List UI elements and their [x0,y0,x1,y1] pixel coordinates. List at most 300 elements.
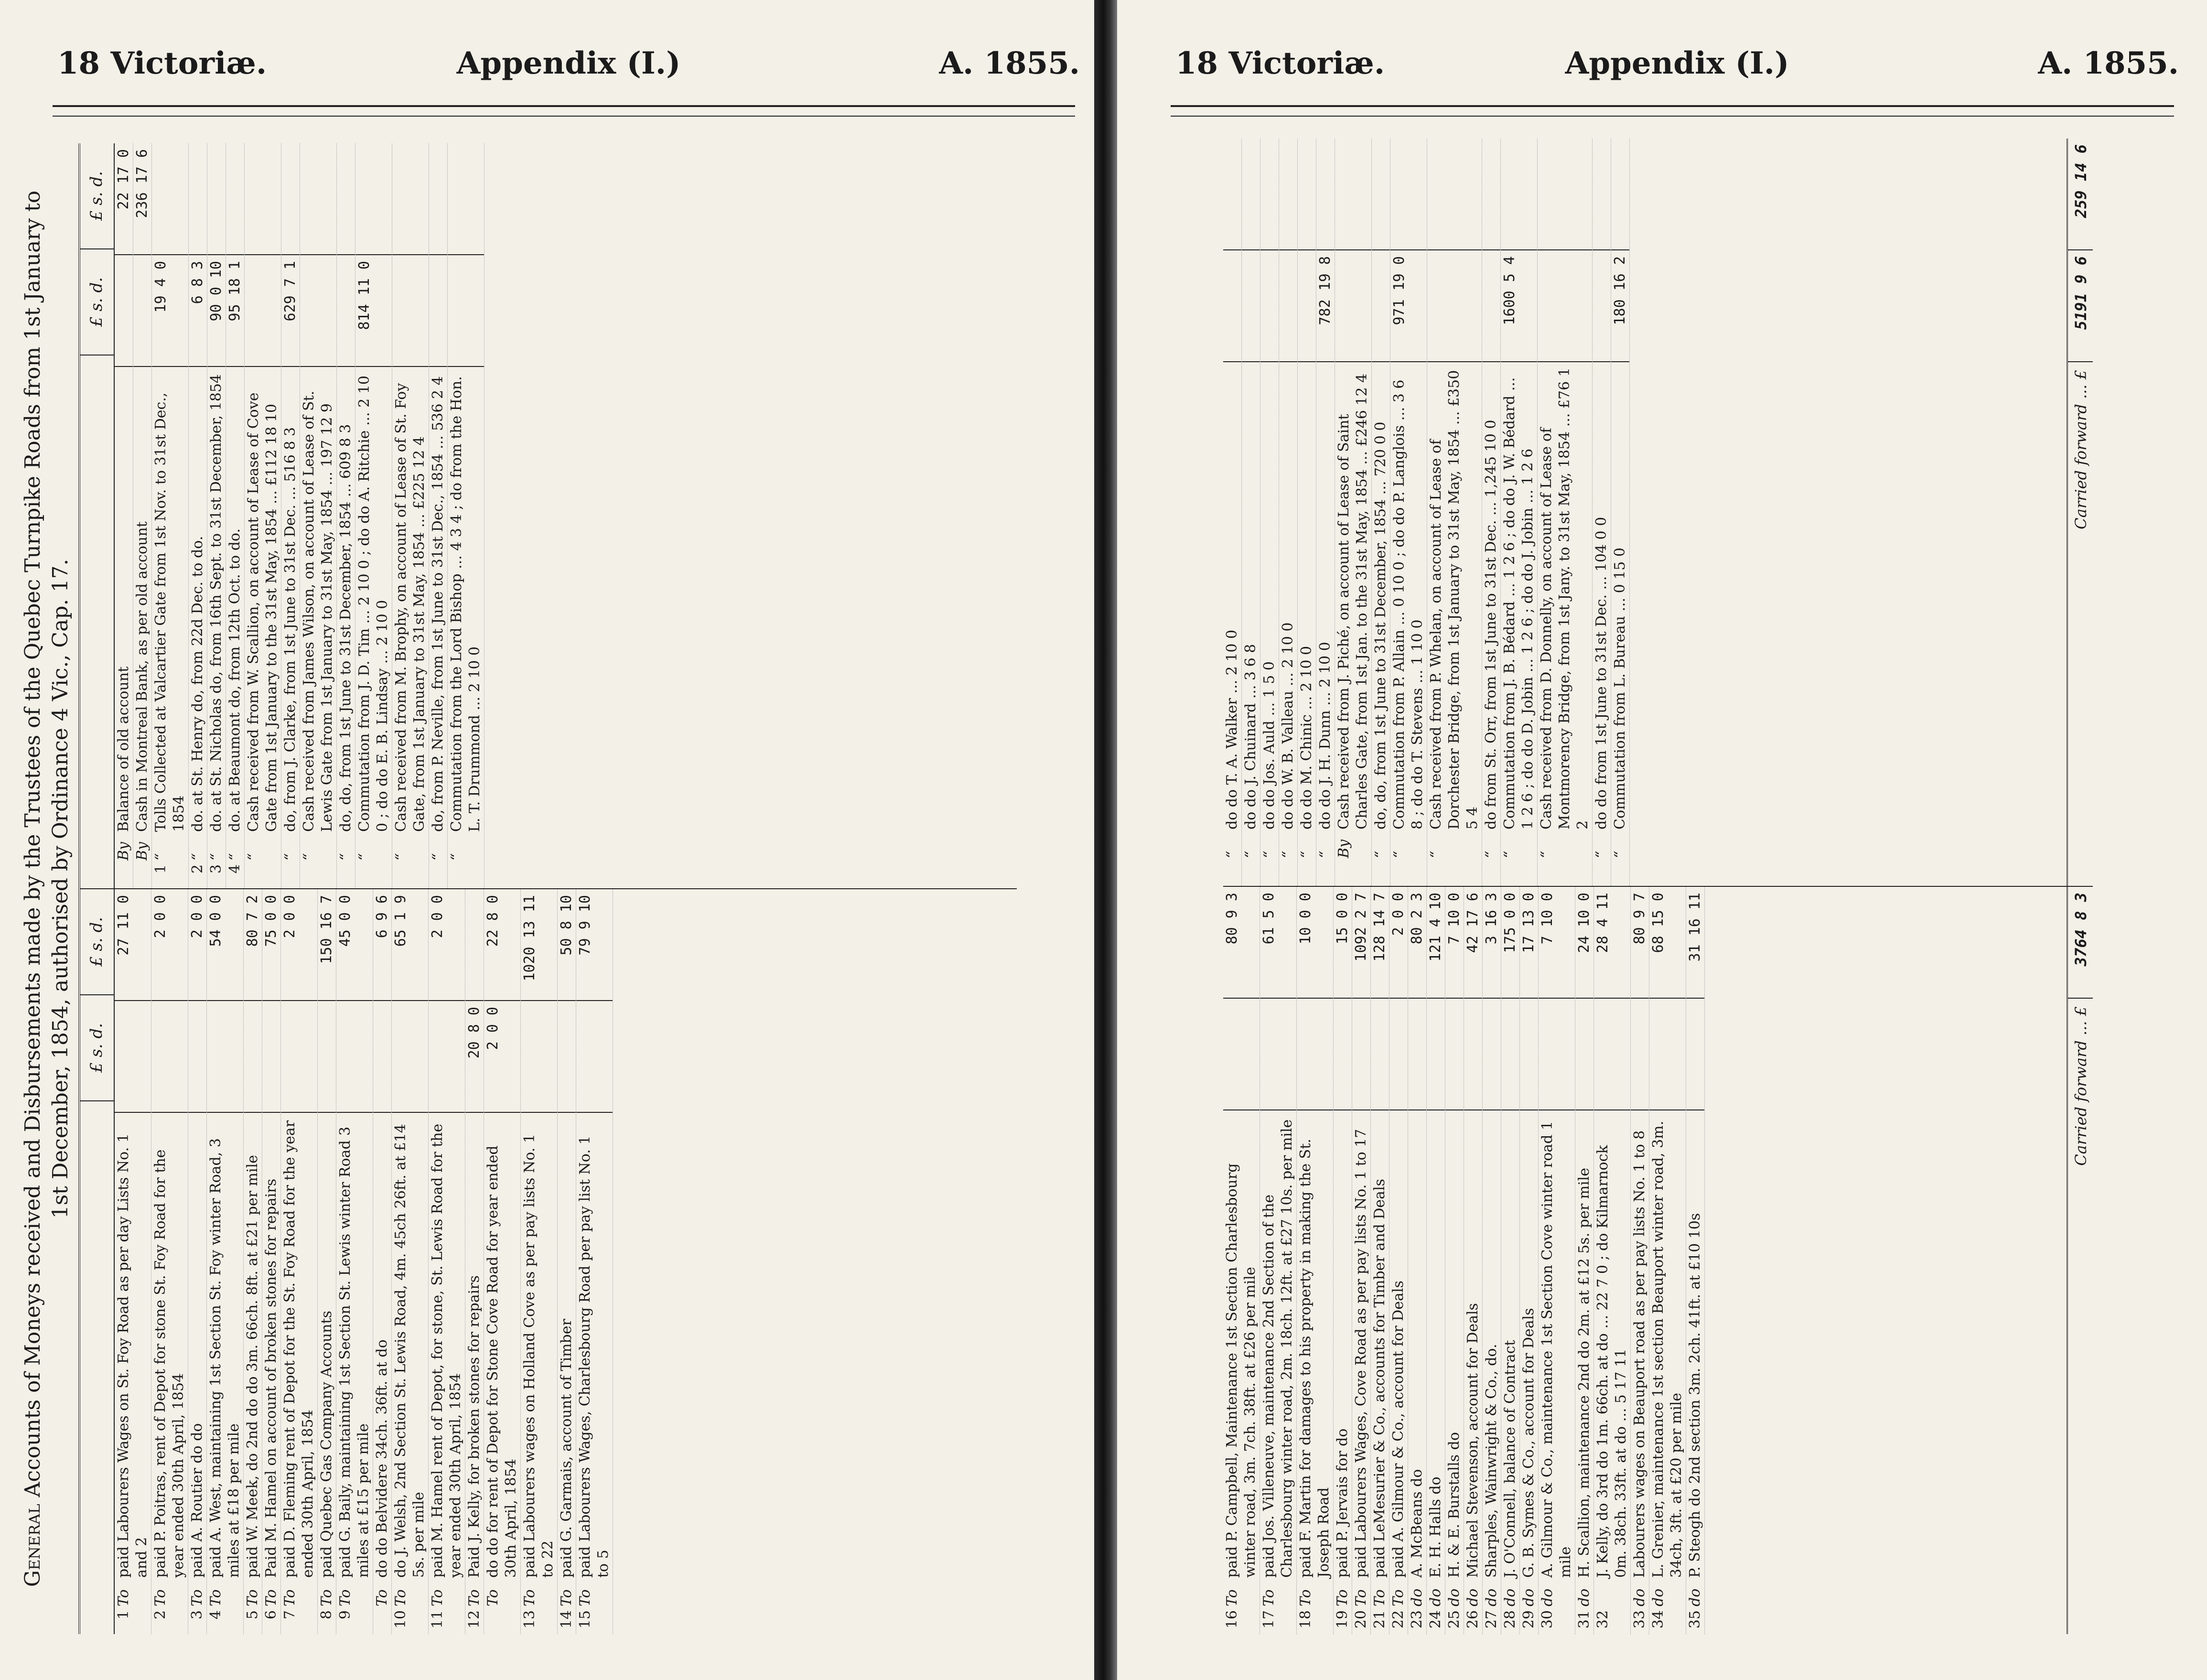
entry-prefix: To [1297,1589,1314,1606]
entry-amount-outer: 6 9 6 [373,889,391,1001]
entry-amount-outer [465,889,484,1001]
left-page [19,0,1089,1680]
entry-text: do, do, from 1st June to 31st December, 1854 ... 609 8 3 [337,424,354,832]
entry-text: do do from 1st June to 31st Dec. ... 104 0 0 [1593,517,1610,829]
entry-text: Commutation from P. Allain ... 0 10 0 ; do do P. Langlois ... 3 6 8 ; do do T. Stevens ... 1 10 0 [1391,379,1426,829]
entry-number [300,861,336,888]
ledger-entry [1538,139,1593,886]
entry-text: do, from J. Clarke, from 1st June to 31st Dec. ... 516 8 3 [282,427,299,832]
entry-amount-inner [1408,999,1426,1110]
entry-number: 1 [152,864,169,874]
entry-amount-inner: 6 8 3 [189,255,207,367]
entry-amount-inner [1482,250,1500,362]
entry-amount-outer: 42 17 6 [1464,887,1482,999]
ledger-entry [1501,887,1520,1634]
entry-text: paid P. Campbell, Maintenance 1st Section Charlesbourg winter road, 3m. 7ch. 38ft. at £26 per mile [1224,1163,1259,1578]
entry-text: Cash received from James Wilson, on account of Lease of St. Lewis Gate from 1st January to 31st May, 1854 ... 197 12 9 [301,390,335,832]
running-head-center: Appendix (I.) [1565,45,1789,81]
account-title-smallcaps: General [21,1504,45,1587]
entry-amount-inner: 180 16 2 [1611,250,1629,362]
entry-amount-outer: 75 0 0 [262,889,280,1001]
entry-prefix: To [189,1589,205,1606]
entry-text: J. O'Connell, balance of Contract [1502,1340,1518,1578]
entry-amount-inner [1520,999,1538,1110]
entry-amount-outer [1390,139,1427,250]
entry-number: 16 [1224,1610,1240,1629]
entry-prefix: To [577,1589,593,1606]
entry-prefix: “ [226,853,243,861]
entry-prefix: To [1334,1589,1351,1606]
entry-amount-inner [336,1001,373,1113]
entry-amount-inner [1483,999,1501,1110]
entry-prefix: To [374,1589,390,1606]
entry-number: 8 [318,1610,335,1620]
entry-prefix: do [1687,1588,1703,1606]
entry-prefix: “ [1391,851,1408,858]
entry-amount-inner [1649,999,1686,1110]
entry-amount-outer [1427,139,1482,250]
entry-amount-inner [1260,999,1296,1110]
entry-prefix: “ [1317,851,1334,858]
entry-text: do do J. Chuinard ... 3 6 8 [1242,644,1259,829]
carried-forward-amount-a: 5191 9 6 [2068,250,2093,362]
entry-number [392,861,429,888]
entry-number [1335,858,1371,886]
credit-column [1223,139,2093,886]
entry-amount-outer [1279,139,1297,250]
ledger-entry [189,143,207,888]
entry-number: 12 [466,1610,483,1629]
entry-amount-outer [355,143,392,255]
entry-prefix: To [484,1589,501,1606]
entry-number: 5 [244,1610,261,1620]
entry-number [484,1606,520,1634]
entry-prefix: To [1371,1589,1388,1606]
ledger-entry [1408,887,1427,1634]
ledger-entry [373,889,392,1634]
ledger-entry [1427,887,1445,1634]
entry-prefix: “ [1224,851,1240,858]
entry-prefix: do [1650,1588,1667,1606]
entry-text: Cash received from M. Brophy, on account of Lease of St. Foy Gate, from 1st January to 31st May, 1854 ... £225 12 4 [393,383,428,832]
entry-prefix: To [521,1589,538,1606]
entry-amount-inner [1686,999,1704,1110]
entry-prefix: “ [1538,851,1555,858]
entry-number: 15 [577,1610,593,1629]
entry-amount-inner [1539,999,1575,1110]
entry-prefix: do [1576,1588,1593,1606]
entry-number [1242,858,1260,886]
entry-amount-outer [448,143,484,255]
ledger-entry [1297,887,1334,1634]
entry-prefix: “ [1483,851,1499,858]
right-page [1137,0,2188,1680]
currency-head: £ s. d. [80,995,114,1101]
entry-amount-outer: 28 4 11 [1594,887,1630,999]
carried-forward-label: Carried forward ... £ [2072,1006,2090,1166]
entry-prefix: “ [208,853,225,861]
ledger-entry [336,889,373,1634]
entry-amount-inner: 971 19 0 [1390,250,1427,362]
entry-amount-inner [558,1001,576,1113]
ledger-entry [152,143,189,888]
entry-prefix: “ [189,853,206,861]
ledger-entry [558,889,576,1634]
entry-text: do do M. Chinic ... 2 10 0 [1298,646,1315,829]
entry-number: 13 [521,1610,538,1629]
entry-number: 22 [1390,1610,1407,1629]
entry-number: 3 [189,1610,205,1620]
ledger-entry [1649,887,1686,1634]
entry-text: paid Quebec Gas Company Accounts [318,1311,335,1578]
entry-text: do. at St. Nicholas do, from 16th Sept. to 31st December, 1854 [208,374,225,832]
entry-number: 19 [1334,1610,1351,1629]
entry-prefix: do [1409,1588,1425,1606]
entry-amount-outer: 17 13 0 [1520,887,1538,999]
ledger-entry [115,889,151,1634]
entry-number: 27 [1483,1610,1500,1629]
entry-prefix: To [558,1589,575,1606]
entry-amount-outer: 121 4 10 [1427,887,1445,999]
ledger-entry [1260,139,1279,886]
entry-prefix: “ [152,853,169,861]
ledger-entry [300,143,337,888]
entry-text: do do Belvidere 34ch. 36ft. at do [374,1339,390,1578]
ledger-entry [1260,887,1297,1634]
entry-amount-outer [207,143,226,255]
ledger-entry [1445,887,1464,1634]
entry-text: Labourers wages on Beauport road as per pay lists No. 1 to 8 [1631,1130,1648,1578]
currency-head: £ s. d. [80,889,114,995]
ledger-entry [1686,887,1705,1634]
ledger-entry [576,889,613,1634]
entry-prefix: “ [430,853,446,861]
entry-amount-outer: 3 16 3 [1483,887,1501,999]
entry-amount-outer: 2 0 0 [1389,887,1408,999]
ledger-entry [1501,139,1538,886]
entry-number [1298,858,1316,886]
running-head-center: Appendix (I.) [456,45,681,81]
entry-number [115,861,133,888]
entry-text: paid D. Fleming rent of Depot for the St. Foy Road for the year ended 30th April, 1854 [281,1120,316,1578]
ledger-right [1223,139,2160,1634]
entry-amount-inner [1427,999,1445,1110]
debit-header [80,889,115,1634]
entry-amount-inner [1260,250,1279,362]
entry-amount-inner [188,1001,206,1113]
ledger-entry [429,889,465,1634]
entry-amount-inner: 95 18 1 [226,255,244,367]
entry-amount-outer [189,143,207,255]
entry-number: 2 [152,1610,169,1620]
entry-number [1223,858,1241,886]
entry-amount-outer: 236 17 6 [133,143,151,255]
entry-prefix: do [1502,1588,1518,1606]
debit-column [80,888,1017,1634]
entry-amount-outer: 65 1 9 [392,889,428,1001]
entry-number: 29 [1520,1610,1537,1629]
entry-prefix: By [134,842,151,861]
entry-number: 33 [1631,1610,1648,1629]
entry-prefix: To [466,1589,483,1606]
entry-text: Paid J. Kelly, for broken stones for repairs [466,1275,483,1578]
ledger-left [19,143,1042,1634]
running-head-left: 18 Victoriæ. [1175,45,1385,81]
entry-number [1260,858,1279,886]
entry-amount-outer: 2 0 0 [188,889,206,1001]
running-head-right: A. 1855. [2038,45,2179,81]
debit-list [115,889,613,1634]
entry-amount-outer [1611,139,1629,250]
ledger-entry [1611,139,1630,886]
ledger-entry [1334,887,1352,1634]
entry-amount-outer [1223,139,1241,250]
entry-text: Cash received from W. Scallion, on account of Lease of Cove Gate from 1st January to the 31st May, 1854 ... £112 18 10 [245,392,280,832]
entry-text: paid G. Garmais, account of Timber [558,1319,575,1578]
running-head-left: 18 Victoriæ. [57,45,267,81]
entry-amount-outer: 54 0 0 [207,889,243,1001]
entry-text: do, from P. Neville, from 1st June to 31st Dec., 1854 ... 536 2 4 [430,376,446,832]
ledger-entry [1335,139,1372,886]
entry-prefix: “ [1242,851,1259,858]
entry-number: 17 [1260,1610,1277,1629]
entry-number: 20 [1353,1610,1369,1629]
entry-amount-outer [1482,139,1500,250]
entry-amount-outer [245,143,281,255]
entry-prefix: do [1446,1588,1463,1606]
ledger-entry [1483,887,1501,1634]
entry-amount-inner [262,1001,280,1113]
currency-head: £ s. d. [80,249,114,355]
entry-text: A. Gilmour & Co., maintenance 1st Section Cove winter road 1 mile [1539,1120,1574,1578]
credit-list [1223,139,1630,886]
entry-text: paid Labourers Wages, Cove Road as per pay lists No. 1 to 17 [1353,1129,1369,1578]
entry-prefix: “ [356,853,373,861]
entry-amount-outer: 175 0 0 [1501,887,1519,999]
entry-text: J. Kelly, do 3rd do 1m. 66ch. at do ... 22 7 0 ; do Kilmarnock 0m. 38ch. 33ft. at do ... 5 17 11 [1594,1145,1629,1578]
entry-amount-inner: 814 11 0 [355,255,392,367]
entry-amount-outer: 24 10 0 [1575,887,1593,999]
ledger-entry [1223,139,1242,886]
entry-amount-outer: 150 16 7 [318,889,336,1001]
entry-number: 26 [1464,1610,1481,1629]
ledger-entry [318,889,336,1634]
entry-text: paid A. Gilmour & Co., account for Deals [1390,1281,1407,1578]
ledger-entry [1575,887,1594,1634]
ledger-entry [1539,887,1575,1634]
entry-amount-inner [1335,250,1371,362]
entry-text: paid W. Meek, do 2nd do do 3m. 66ch. 8ft. at £21 per mile [244,1155,261,1578]
entry-prefix: do [1520,1588,1537,1606]
ledger-entry [1482,139,1501,886]
entry-amount-outer: 80 9 7 [1631,887,1649,999]
running-head [57,45,1080,88]
carried-forward-amount: 3764 8 3 [2068,887,2093,999]
carried-forward-credit [2067,139,2093,886]
entry-amount-inner [373,1001,391,1113]
entry-number: 9 [337,1610,354,1620]
entry-number: 24 [1427,1610,1444,1629]
entry-amount-outer: 1092 2 7 [1352,887,1370,999]
entry-amount-inner [133,255,151,367]
entry-amount-inner [1297,999,1333,1110]
entry-number: 4 [226,864,243,874]
entry-amount-inner [1223,999,1260,1110]
entry-prefix: To [244,1589,261,1606]
ledger-entry [151,889,188,1634]
carried-forward-amount-b: 259 14 6 [2068,139,2093,250]
entry-number: 30 [1539,1610,1556,1629]
entry-prefix: “ [1612,851,1628,858]
entry-number [1316,858,1335,886]
entry-prefix: To [152,1589,169,1606]
entry-amount-inner [1538,250,1592,362]
entry-text: Cash in Montreal Bank, as per old account [134,521,151,832]
entry-amount-outer [1372,139,1390,250]
entry-text: paid Labourers Wages on St. Foy Road as per day Lists No. 1 and 2 [115,1133,150,1578]
ledger-entry [133,143,152,888]
entry-number: 7 [281,1610,298,1620]
entry-amount-outer: 80 2 3 [1408,887,1426,999]
entry-number [245,861,281,888]
entry-amount-outer: 7 10 0 [1539,887,1575,999]
entry-amount-outer [1316,139,1335,250]
entry-prefix: To [281,1589,298,1606]
entry-number [1611,858,1629,886]
entry-prefix: To [1353,1589,1369,1606]
entry-number: 25 [1446,1610,1463,1629]
entry-prefix: To [429,1589,446,1606]
entry-amount-outer: 79 9 10 [576,889,613,1001]
entry-number: 28 [1502,1610,1518,1629]
running-head-right: A. 1855. [939,45,1080,81]
entry-amount-outer: 2 0 0 [429,889,465,1001]
running-head [1175,45,2179,88]
entry-number: 21 [1371,1610,1388,1629]
entry-text: Paid M. Hamel on account of broken stones for repairs [263,1178,280,1578]
entry-amount-outer: 61 5 0 [1260,887,1296,999]
entry-amount-inner [429,255,447,367]
currency-head: £ s. d. [80,143,114,249]
ledger-entry [521,889,558,1634]
entry-amount-inner [1223,250,1241,362]
ledger-entry [1631,887,1649,1634]
entry-amount-inner [244,1001,262,1113]
entry-number [1372,858,1390,886]
ledger-entry [226,143,245,888]
entry-number [1501,858,1537,886]
entry-text: Commutation from J. B. Bédard ... 1 2 6 ; do do J. W. Bédard ... 1 2 6 ; do do D. Jobin ... 1 2 6 ; do do J. Jobin ... 1 2 6 [1501,377,1536,829]
ledger-entry [207,889,244,1634]
entry-number: 32 [1594,1610,1611,1629]
entry-text: do do Jos. Auld ... 1 5 0 [1261,661,1278,829]
entry-amount-outer [1538,139,1592,250]
ledger-entry [355,143,392,888]
entry-amount-inner [448,255,484,367]
entry-amount-outer: 80 7 2 [244,889,262,1001]
entry-amount-inner: 782 19 8 [1316,250,1335,362]
ledger-entry [188,889,207,1634]
entry-prefix: do [1539,1588,1556,1606]
entry-amount-outer: 45 0 0 [336,889,373,1001]
ledger-entry [244,889,262,1634]
entry-text: paid P. Poitras, rent of Depot for stone St. Foy Road for the year ended 30th April, 1854 [152,1149,187,1578]
entry-text: Tolls Collected at Valcartier Gate from 1st Nov. to 31st Dec., 1854 [152,392,187,832]
entry-amount-inner [1464,999,1482,1110]
entry-amount-outer: 27 11 0 [115,889,151,1001]
entry-amount-inner [1372,250,1390,362]
ledger-entry [1279,139,1298,886]
entry-number [1538,858,1592,886]
entry-amount-outer: 10 0 0 [1297,887,1333,999]
entry-amount-inner [1242,250,1260,362]
ledger-entry [1372,139,1390,886]
entry-amount-inner: 1600 5 4 [1501,250,1537,362]
entry-amount-inner [1371,999,1389,1110]
entry-prefix: “ [282,853,299,861]
entry-number [337,861,355,888]
entry-text: paid Labourers Wages, Charlesbourg Road per pay list No. 1 to 5 [577,1135,612,1578]
entry-amount-inner: 20 8 0 [465,1001,484,1113]
ledger-entry [245,143,281,888]
ledger-entry [448,143,484,888]
ledger-entry [337,143,355,888]
ledger-entry [1594,887,1631,1634]
entry-amount-outer [337,143,355,255]
account-title [19,143,78,1634]
entry-amount-inner [318,1001,336,1113]
entry-text: L. Grenier, maintenance 1st section Beauport winter road, 3m. 34ch, 3ft. at £20 per mile [1650,1120,1685,1578]
entry-number [1593,858,1611,886]
entry-number: 11 [429,1610,446,1629]
entry-number [1427,858,1482,886]
entry-amount-outer: 31 16 11 [1686,887,1704,999]
ledger-entry [281,143,300,888]
entry-text: paid M. Hamel rent of Depot, for stone, St. Lewis Road for the year ended 30th April, 1854 [429,1123,464,1578]
entry-prefix: do [1464,1588,1481,1606]
carried-forward-debit [2067,887,2093,1634]
entry-number: 10 [392,1610,409,1629]
entry-text: E. H. Halls do [1427,1476,1444,1578]
entry-amount-inner [337,255,355,367]
entry-amount-inner [1298,250,1316,362]
ledger-entry [281,889,318,1634]
entry-prefix: “ [337,853,354,861]
entry-text: paid Labourers wages on Holland Cove as per pay lists No. 1 to 22 [521,1134,556,1578]
entry-prefix: To [1224,1589,1240,1606]
entry-amount-outer [1260,139,1279,250]
entry-text: A. McBeans do [1409,1469,1425,1578]
book-spine [1094,0,1117,1680]
entry-amount-inner [1575,999,1593,1110]
entry-amount-outer [1298,139,1316,250]
entry-amount-outer: 2 0 0 [151,889,188,1001]
entry-text: Commutation from the Lord Bishop ... 4 3 4 ; do from the Hon. L. T. Drummond ... 2 10 0 [448,376,483,832]
entry-amount-outer: 68 15 0 [1649,887,1686,999]
entry-text: do from St. Orr, from 1st June to 31st Dec. ... 1,245 10 0 [1483,420,1499,829]
entry-amount-inner [576,1001,613,1113]
ledger-entry [1520,887,1539,1634]
entry-text: H. Scallion, maintenance 2nd do 2m. at £12 5s. per mile [1576,1167,1593,1578]
entry-prefix: To [318,1589,335,1606]
entry-amount-outer: 2 0 0 [281,889,317,1001]
entry-number: 3 [208,864,225,874]
entry-amount-outer [152,143,188,255]
credit-header [80,143,115,888]
entry-amount-outer [226,143,244,255]
ledger-entry [429,143,448,888]
entry-prefix: “ [1428,851,1444,858]
